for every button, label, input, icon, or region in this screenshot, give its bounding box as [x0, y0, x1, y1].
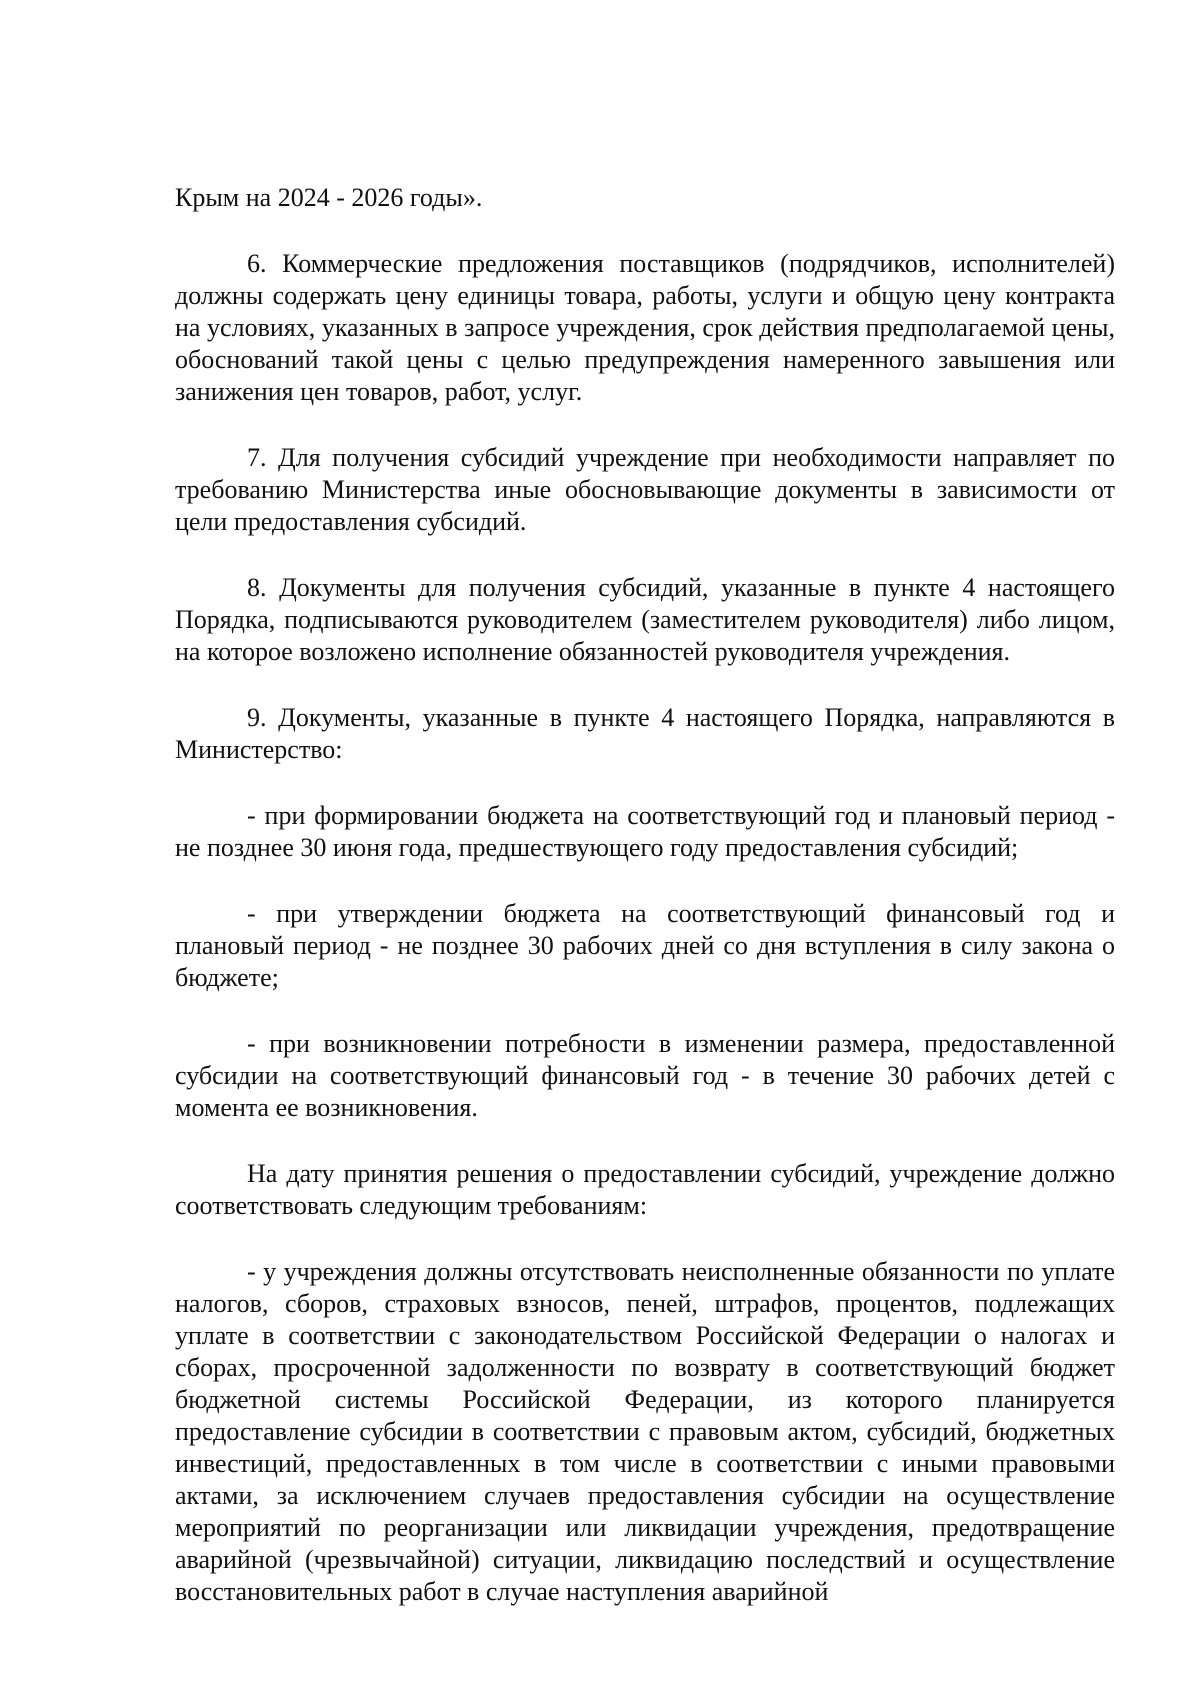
- paragraph-bullet-subsidy-change: - при возникновении потребности в изменении размера, предоставленной субсидии на соответствующий финансовый год - в течение 30 рабочих детей с момента ее возникновения.: [175, 1029, 1115, 1122]
- paragraph-item-8: 8. Документы для получения субсидий, указанные в пункте 4 настоящего Порядка, подписываются руководителем (заместителем руководителя) либо лицом, на которое возложено исполнение обязанностей руководителя учреждения.: [175, 573, 1115, 666]
- paragraph-requirements-intro: На дату принятия решения о предоставлении субсидий, учреждение должно соответствовать следующим требованиям:: [175, 1159, 1115, 1220]
- paragraph-item-6: 6. Коммерческие предложения поставщиков (подрядчиков, исполнителей) должны содержать цену единицы товара, работы, услуги и общую цену контракта на условиях, указанных в запросе учреждения, срок действия предполагаемой цены, обоснований такой цены с целью предупреждения намеренного завышения или занижения цен товаров, работ, услуг.: [175, 249, 1115, 406]
- paragraph-item-9: 9. Документы, указанные в пункте 4 настоящего Порядка, направляются в Министерство:: [175, 703, 1115, 764]
- document-body: [175, 182, 1115, 1642]
- paragraph-bullet-budget-formation: - при формировании бюджета на соответствующий год и плановый период - не позднее 30 июня года, предшествующего году предоставления субсидий;: [175, 801, 1115, 862]
- paragraph-item-7: 7. Для получения субсидий учреждение при необходимости направляет по требованию Министерства иные обосновывающие документы в зависимости от цели предоставления субсидий.: [175, 443, 1115, 536]
- paragraph-bullet-no-debts: - у учреждения должны отсутствовать неисполненные обязанности по уплате налогов, сборов, страховых взносов, пеней, штрафов, процентов, подлежащих уплате в соответствии с законодательством Российской Федерации о налогах и сборах, просроченной задолженности по возврату в соответствующий бюджет бюджетной системы Российской Федерации, из которого планируется предоставление субсидии в соответствии с правовым актом, субсидий, бюджетных инвестиций, предоставленных в том числе в соответствии с иными правовыми актами, за исключением случаев предоставления субсидии на осуществление мероприятий по реорганизации или ликвидации учреждения, предотвращение аварийной (чрезвычайной) ситуации, ликвидацию последствий и осуществление восстановительных работ в случае наступления аварийной: [175, 1257, 1115, 1606]
- paragraph-continuation: Крым на 2024 - 2026 годы».: [175, 183, 483, 212]
- paragraph-bullet-budget-approval: - при утверждении бюджета на соответствующий финансовый год и плановый период - не позднее 30 рабочих дней со дня вступления в силу закона о бюджете;: [175, 899, 1115, 992]
